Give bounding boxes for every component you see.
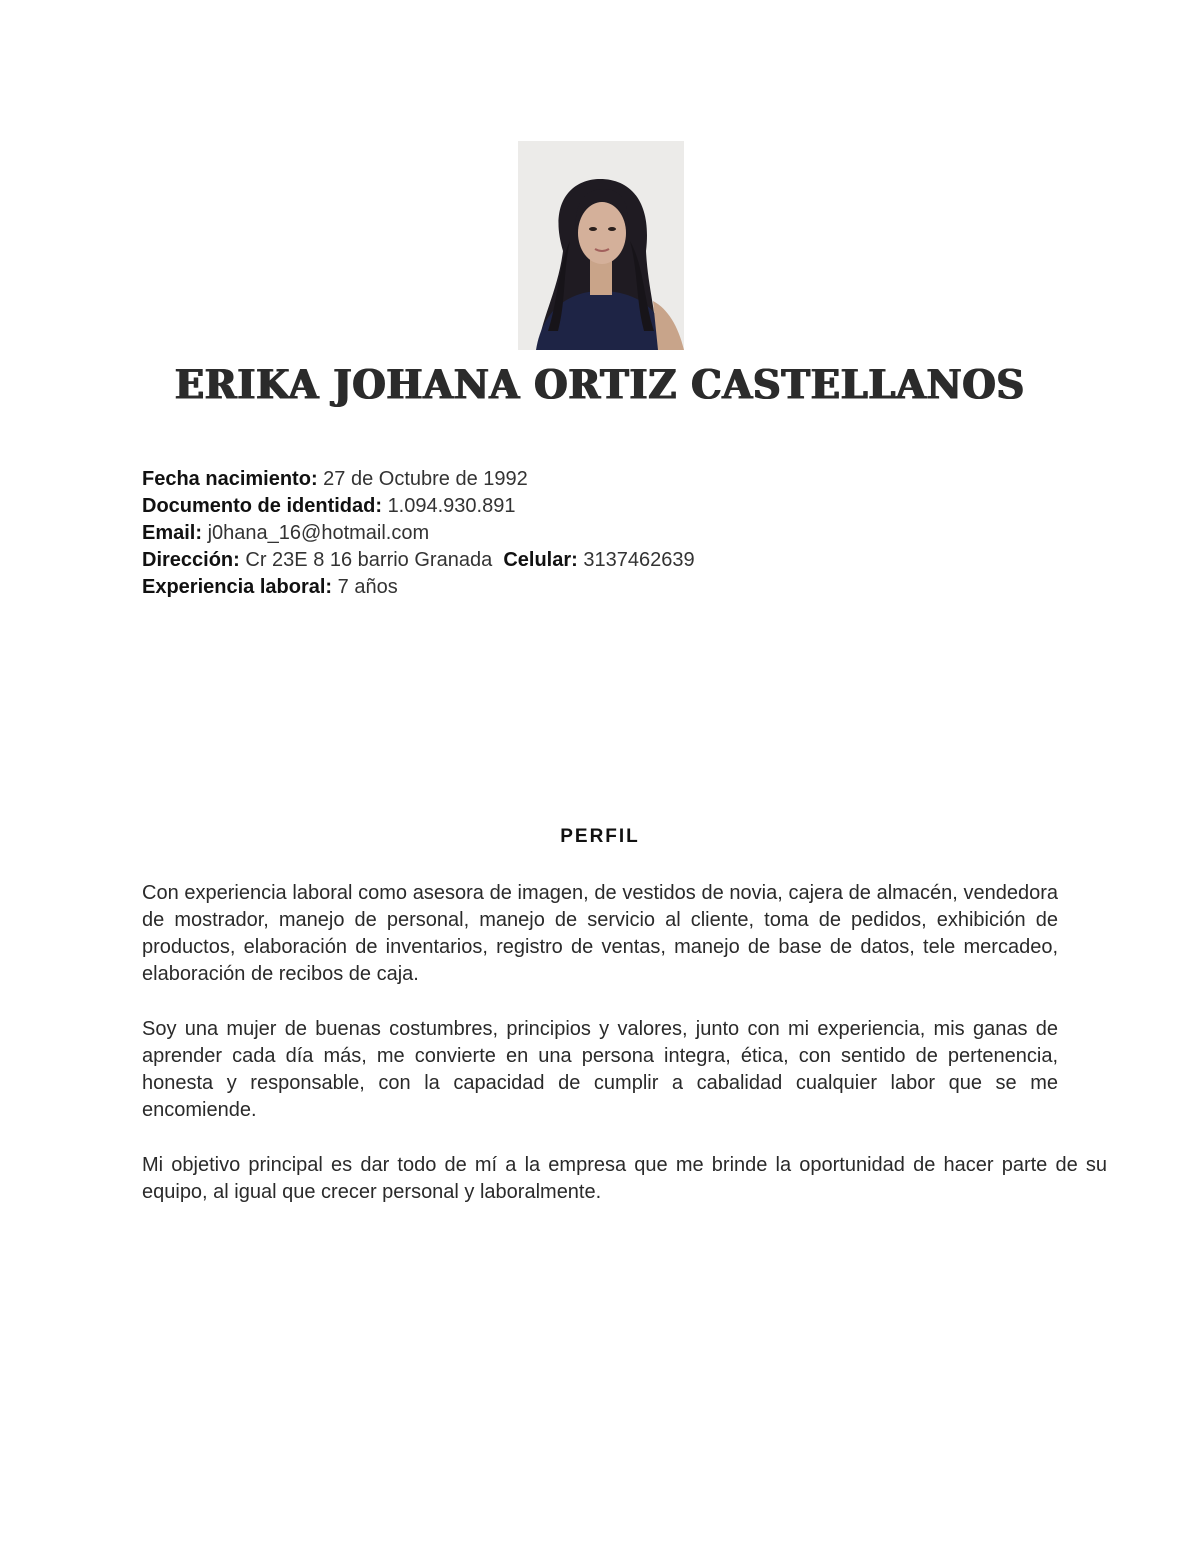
email-row: [142, 520, 1092, 547]
email-label: Email:: [142, 522, 203, 544]
profile-heading: PERFIL: [560, 826, 640, 847]
birth-date-label: Fecha nacimiento: [142, 468, 311, 490]
profile-paragraph: Con experiencia laboral como asesora de imagen, de vestidos de novia, cajera de almacén, vendedora de mostrador, manejo de personal, manejo de servicio al cliente, toma de pedidos, exhibición de productos, elaboración de inventarios, registro de ventas, manejo de base de datos, tele mercadeo, elaboración de recibos de caja.: [142, 882, 1058, 985]
phone-value: 3137462639: [583, 549, 695, 571]
address-value: Cr 23E 8 16 barrio Granada: [245, 549, 493, 571]
phone-label: Celular:: [503, 549, 578, 571]
experience-row: Experiencia laboral: 7 años: [142, 576, 398, 598]
profile-photo: [518, 141, 684, 350]
portrait-image: [518, 141, 684, 350]
candidate-name: ERIKA JOHANA ORTIZ CASTELLANOS: [174, 360, 1026, 409]
profile-paragraph: Mi objetivo principal es dar todo de mí a la empresa que me brinde la oportunidad de hacer parte de su equipo, al igual que crecer personal y laboralmente.: [142, 1154, 1107, 1203]
birth-date-value: 27 de Octubre de 1992: [323, 468, 528, 490]
address-row: Dirección: Cr 23E 8 16 barrio Granada Celular: 3137462639: [142, 549, 695, 571]
experience-label: Experiencia laboral: [142, 576, 326, 598]
experience-value: 7 años: [337, 576, 398, 598]
profile-paragraph: Soy una mujer de buenas costumbres, principios y valores, junto con mi experiencia, mis ganas de aprender cada día más, me convierte en una persona integra, ética, con sentido de pertenencia, honesta y responsable, con la capacidad de cumplir a cabalidad cualquier labor que se me encomiende.: [142, 1018, 1058, 1121]
birth-date-row: Fecha nacimiento: 27 de Octubre de 1992: [142, 468, 528, 490]
address-label: Dirección: [142, 549, 234, 571]
email-value: j0hana_16@hotmail.com: [207, 522, 430, 544]
id-document-value: 1.094.930.891: [387, 495, 516, 517]
id-document-label: Documento de identidad:: [142, 495, 382, 517]
personal-info: [142, 466, 1092, 601]
id-document-row: [142, 493, 1092, 520]
